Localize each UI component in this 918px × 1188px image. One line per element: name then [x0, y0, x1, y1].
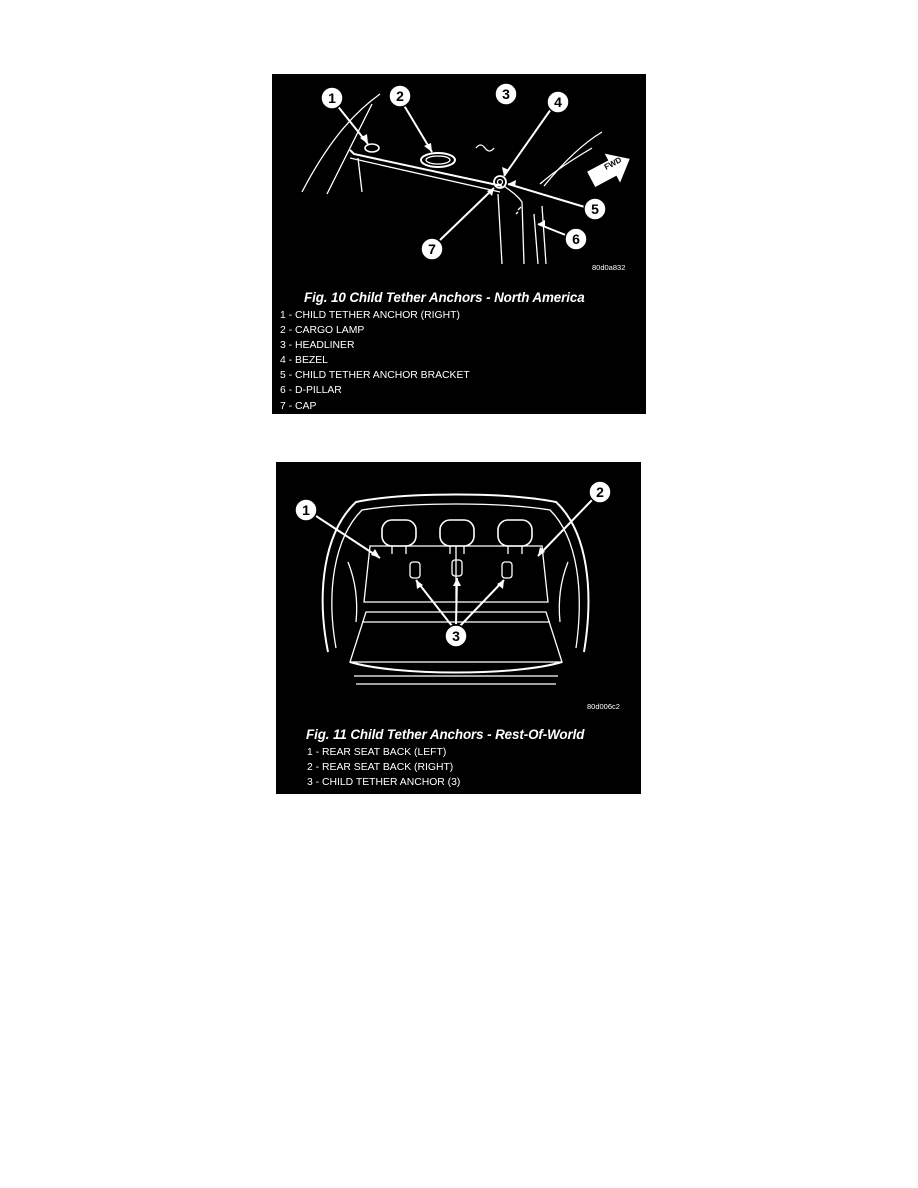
legend-item: 2 - CARGO LAMP — [280, 325, 365, 337]
figure-11 — [276, 462, 641, 794]
callout-1: 1 — [328, 90, 336, 106]
figure-caption: Fig. 10 Child Tether Anchors - North America — [304, 290, 585, 305]
figure-legend — [280, 308, 470, 414]
legend-item: 7 - CAP — [280, 400, 317, 412]
callout-3: 3 — [502, 86, 510, 102]
figure-10-illustration — [272, 74, 646, 286]
callout-5: 5 — [591, 201, 599, 217]
image-code: 80d0a832 — [592, 263, 626, 272]
fwd-arrow-label: FWD — [602, 155, 624, 172]
callout-6: 6 — [572, 231, 580, 247]
callout-1: 1 — [302, 502, 310, 518]
legend-item: 6 - D-PILLAR — [280, 385, 342, 397]
callout-3: 3 — [452, 628, 460, 644]
figure-10 — [272, 74, 646, 414]
legend-item: 2 - REAR SEAT BACK (RIGHT) — [307, 762, 454, 774]
legend-item: 4 - BEZEL — [280, 355, 328, 367]
legend-item: 3 - HEADLINER — [280, 340, 355, 352]
legend-item: 5 - CHILD TETHER ANCHOR BRACKET — [280, 370, 470, 382]
figure-11-illustration — [276, 462, 641, 724]
callout-2: 2 — [596, 484, 604, 500]
callout-2: 2 — [396, 88, 404, 104]
callout-4: 4 — [554, 94, 562, 110]
callout-7: 7 — [428, 241, 436, 257]
figure-legend — [307, 745, 460, 790]
image-code: 80d006c2 — [587, 702, 620, 711]
figure-caption: Fig. 11 Child Tether Anchors - Rest-Of-World — [306, 727, 585, 742]
legend-item: 1 - CHILD TETHER ANCHOR (RIGHT) — [280, 310, 460, 321]
legend-item: 1 - REAR SEAT BACK (LEFT) — [307, 747, 447, 758]
legend-item: 3 - CHILD TETHER ANCHOR (3) — [307, 777, 461, 789]
